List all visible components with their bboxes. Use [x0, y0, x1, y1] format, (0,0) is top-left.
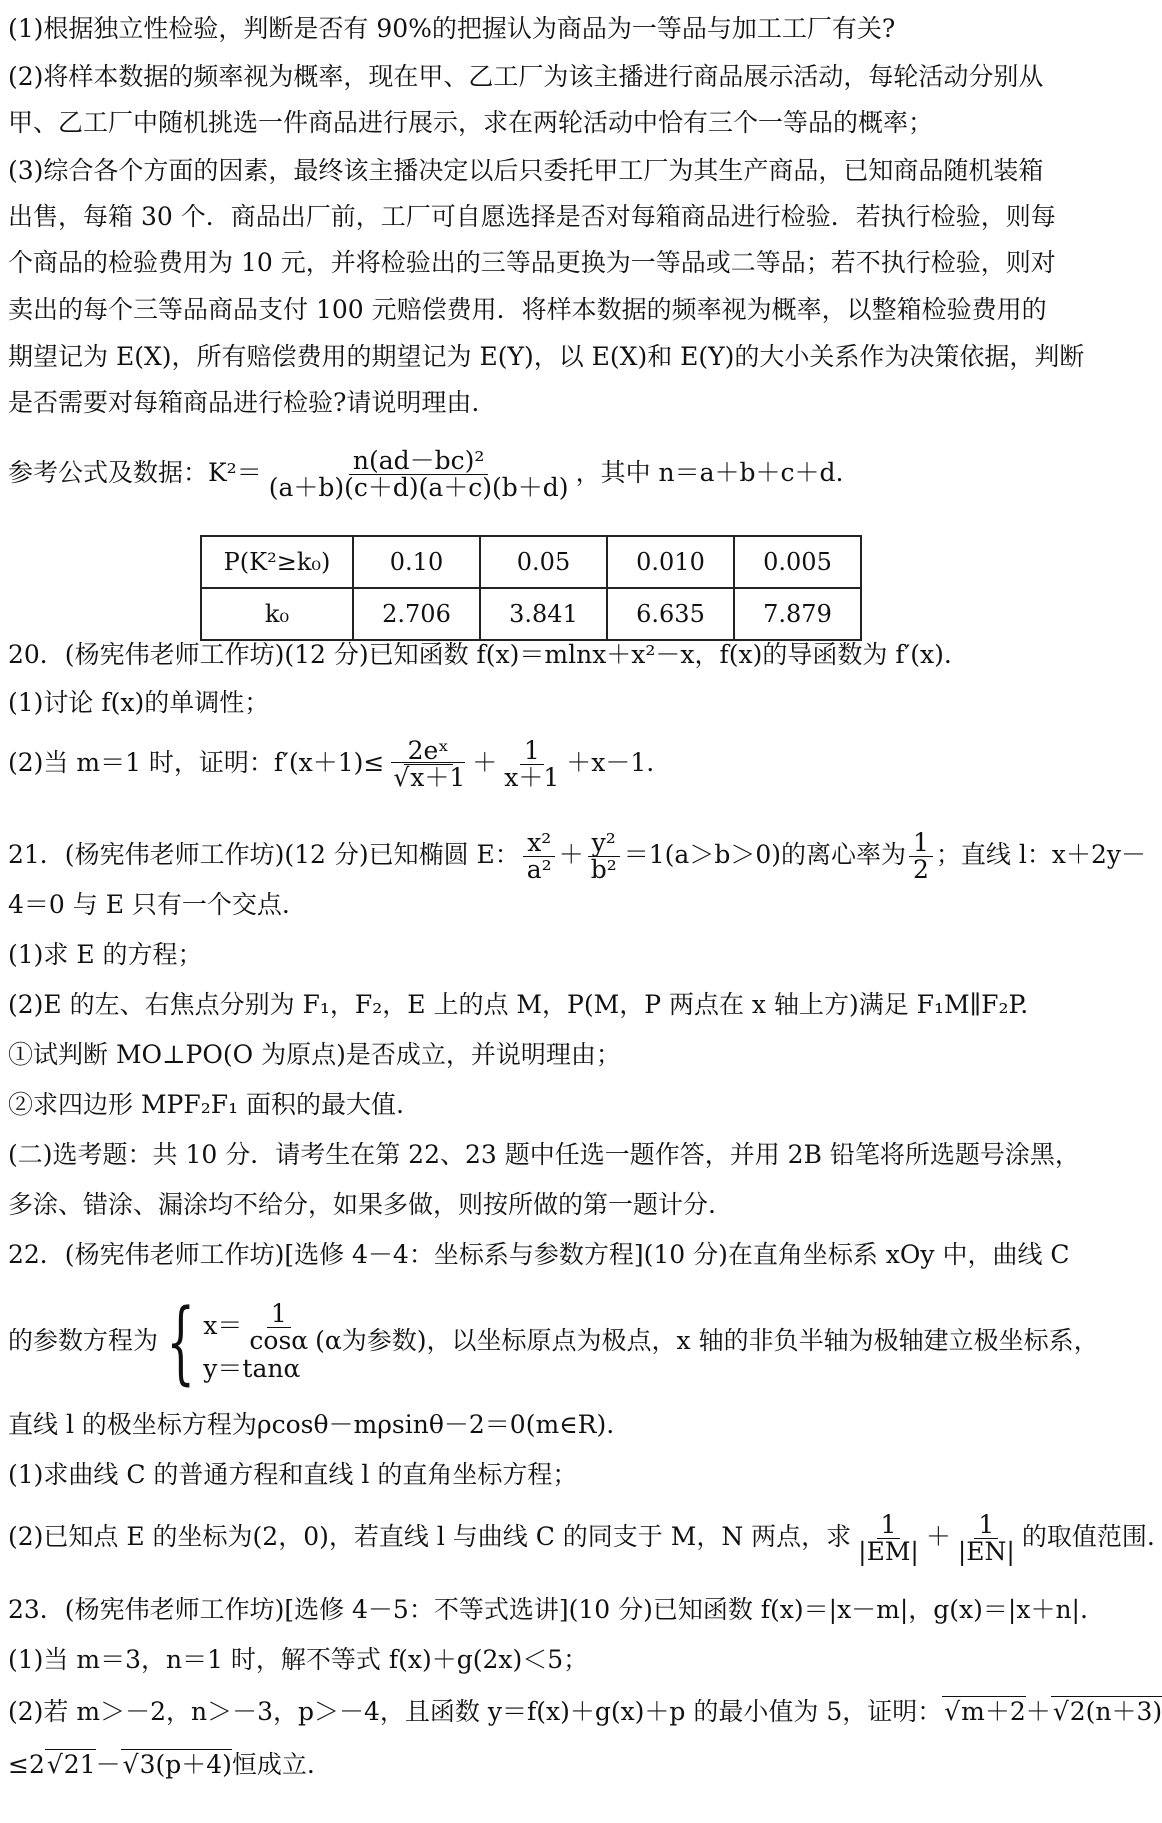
- text-span: (2)当 m＝1 时，证明：f′(x＋1)≤: [8, 748, 385, 777]
- fraction-denominator: |EN|: [957, 1537, 1015, 1566]
- text-span: (2)已知点 E 的坐标为(2，0)，若直线 l 与曲线 C 的同支于 M，N 两点，求: [8, 1522, 852, 1551]
- equation-system: [203, 1301, 315, 1384]
- system-row: y＝tanα: [203, 1354, 301, 1383]
- text-span: 的参数方程为: [8, 1326, 159, 1355]
- text-line: (1)求曲线 C 的普通方程和直线 l 的直角坐标方程；: [8, 1460, 578, 1489]
- table-cell: 0.010: [607, 536, 734, 588]
- text-line: 是否需要对每箱商品进行检验?请说明理由.: [8, 388, 480, 417]
- text-span: (α为参数)，以坐标原点为极点，x 轴的非负半轴为极轴建立极坐标系，: [315, 1326, 1099, 1355]
- fraction-numerator: 1: [909, 830, 933, 857]
- fraction: [500, 738, 563, 791]
- text-line: 4＝0 与 E 只有一个交点.: [8, 890, 290, 919]
- critical-value-table: [200, 535, 862, 641]
- text-line: ②求四边形 MPF₂F₁ 面积的最大值.: [8, 1090, 404, 1119]
- text-span: 的取值范围.: [1021, 1522, 1155, 1551]
- sqrt-radicand: √ 21: [45, 1749, 96, 1779]
- table-cell: 7.879: [734, 588, 861, 640]
- fraction-numerator: x²: [523, 830, 555, 857]
- sqrt-radicand: √ m＋2: [942, 1696, 1026, 1726]
- fraction-denominator: (a＋b)(c＋d)(a＋c)(b＋d): [268, 473, 569, 502]
- table-row: [201, 536, 861, 588]
- fraction-numerator: 1: [877, 1512, 901, 1539]
- text-span: ＋: [472, 748, 498, 777]
- text-span: (2)若 m＞－2，n＞－3，p＞－4，且函数 y＝f(x)＋g(x)＋p 的最小值为 5，证明：: [8, 1697, 943, 1726]
- table-cell: 2.706: [353, 588, 480, 640]
- fraction-denominator: x＋1: [504, 763, 560, 792]
- fraction-denominator: b²: [590, 855, 617, 884]
- text-line: (二)选考题：共 10 分．请考生在第 22、23 题中任选一题作答，并用 2B 铅笔将所选题号涂黑，: [8, 1140, 1080, 1169]
- text-span: ；直线 l：x＋2y－: [935, 840, 1146, 869]
- table-row: [201, 588, 861, 640]
- question-22-param-line: [8, 1289, 1099, 1395]
- fraction: [523, 830, 556, 883]
- table-cell: 0.005: [734, 536, 861, 588]
- text-line: (1)根据独立性检验，判断是否有 90%的把握认为商品为一等品与加工工厂有关?: [8, 14, 896, 43]
- fraction-denominator: |EM|: [858, 1537, 919, 1566]
- formula-line: [8, 448, 843, 501]
- question-20: 20．(杨宪伟老师工作坊)(12 分)已知函数 f(x)＝mlnx＋x²－x，f(x)的导函数为 f′(x).: [8, 640, 952, 669]
- text-line: 出售，每箱 30 个．商品出厂前，工厂可自愿选择是否对每箱商品进行检验．若执行检验，则每: [8, 202, 1056, 231]
- sqrt-radicand: √ 3(p＋4): [121, 1749, 232, 1779]
- question-23: 23．(杨宪伟老师工作坊)[选修 4－5：不等式选讲](10 分)已知函数 f(x)＝|x－m|，g(x)＝|x＋n|.: [8, 1595, 1088, 1624]
- text-line: 直线 l 的极坐标方程为ρcosθ－mρsinθ－2＝0(m∈R).: [8, 1410, 615, 1439]
- text-line: ①试判断 MO⊥PO(O 为原点)是否成立，并说明理由；: [8, 1040, 621, 1069]
- question-20-part-2: [8, 738, 654, 791]
- text-span: ＝1(a＞b＞0)的离心率为: [623, 840, 906, 869]
- fraction-denominator: cosα: [249, 1326, 309, 1355]
- question-23-part-2: [8, 1697, 1162, 1727]
- table-cell: P(K²≥k₀): [201, 536, 353, 588]
- text-span: ＋: [558, 840, 584, 869]
- fraction: [245, 1301, 312, 1354]
- fraction-numerator: 1: [520, 738, 544, 765]
- table-cell: 3.841: [480, 588, 607, 640]
- formula-fraction: [265, 448, 573, 501]
- text-line: (1)讨论 f(x)的单调性；: [8, 688, 270, 717]
- text-span: ≤2: [8, 1750, 45, 1779]
- text-line: (2)E 的左、右焦点分别为 F₁，F₂，E 上的点 M，P(M，P 两点在 x 轴上方)满足 F₁M∥F₂P.: [8, 990, 1029, 1019]
- text-line: (3)综合各个方面的因素，最终该主播决定以后只委托甲工厂为其生产商品，已知商品随机装箱: [8, 156, 1044, 185]
- fraction: [954, 1512, 1019, 1565]
- text-span: －: [95, 1750, 121, 1779]
- text-line: 期望记为 E(X)，所有赔偿费用的期望记为 E(Y)，以 E(X)和 E(Y)的大小关系作为决策依据，判断: [8, 342, 1085, 371]
- fraction: [387, 738, 469, 791]
- table-cell: 6.635: [607, 588, 734, 640]
- question-23-part-2-cont: [8, 1750, 315, 1780]
- system-row: [203, 1301, 315, 1354]
- text-span: 21．(杨宪伟老师工作坊)(12 分)已知椭圆 E：: [8, 840, 520, 869]
- text-span: ＋: [1025, 1697, 1051, 1726]
- text-line: 个商品的检验费用为 10 元，并将检验出的三等品更换为一等品或二等品；若不执行检验，则对: [8, 248, 1056, 277]
- left-brace: {: [166, 1289, 195, 1395]
- text-span: ＋: [925, 1522, 951, 1551]
- formula-prefix: 参考公式及数据：K²＝: [8, 458, 262, 487]
- fraction-denominator: a²: [526, 855, 552, 884]
- text-span: ＋x－1.: [566, 748, 655, 777]
- question-22-part-2: [8, 1512, 1155, 1565]
- text-span: 恒成立.: [231, 1750, 315, 1779]
- text-line: 甲、乙工厂中随机挑选一件商品进行展示，求在两轮活动中恰有三个一等品的概率；: [8, 108, 934, 137]
- text-span: x＝: [203, 1311, 243, 1340]
- formula-suffix: ，其中 n＝a＋b＋c＋d.: [575, 458, 844, 487]
- sqrt-radicand: √ x＋1: [391, 762, 465, 792]
- fraction-numerator: 2eˣ: [404, 738, 453, 765]
- table-cell: k₀: [201, 588, 353, 640]
- table-cell: 0.05: [480, 536, 607, 588]
- sqrt-radicand: √ 2(n＋3): [1051, 1696, 1162, 1726]
- fraction-numerator: 1: [974, 1512, 998, 1539]
- question-21: [8, 830, 1146, 883]
- fraction-numerator: 1: [267, 1301, 291, 1328]
- table-cell: 0.10: [353, 536, 480, 588]
- fraction: [587, 830, 621, 883]
- fraction-numerator: n(ad－bc)²: [349, 448, 489, 475]
- text-line: 多涂、错涂、漏涂均不给分，如果多做，则按所做的第一题计分.: [8, 1190, 716, 1219]
- fraction: [854, 1512, 923, 1565]
- text-line: (2)将样本数据的频率视为概率，现在甲、乙工厂为该主播进行商品展示活动，每轮活动分别从: [8, 62, 1044, 91]
- fraction-numerator: y²: [588, 830, 620, 857]
- fraction-denominator: 2: [913, 855, 929, 884]
- text-line: 卖出的每个三等品商品支付 100 元赔偿费用．将样本数据的频率视为概率，以整箱检验费用的: [8, 295, 1047, 324]
- text-line: (1)当 m＝3，n＝1 时，解不等式 f(x)＋g(2x)＜5；: [8, 1645, 589, 1674]
- fraction: [909, 830, 933, 883]
- question-22: 22．(杨宪伟老师工作坊)[选修 4－4：坐标系与参数方程](10 分)在直角坐标系 xOy 中，曲线 C: [8, 1240, 1070, 1269]
- text-line: (1)求 E 的方程；: [8, 940, 203, 969]
- fraction-denominator: [387, 765, 469, 791]
